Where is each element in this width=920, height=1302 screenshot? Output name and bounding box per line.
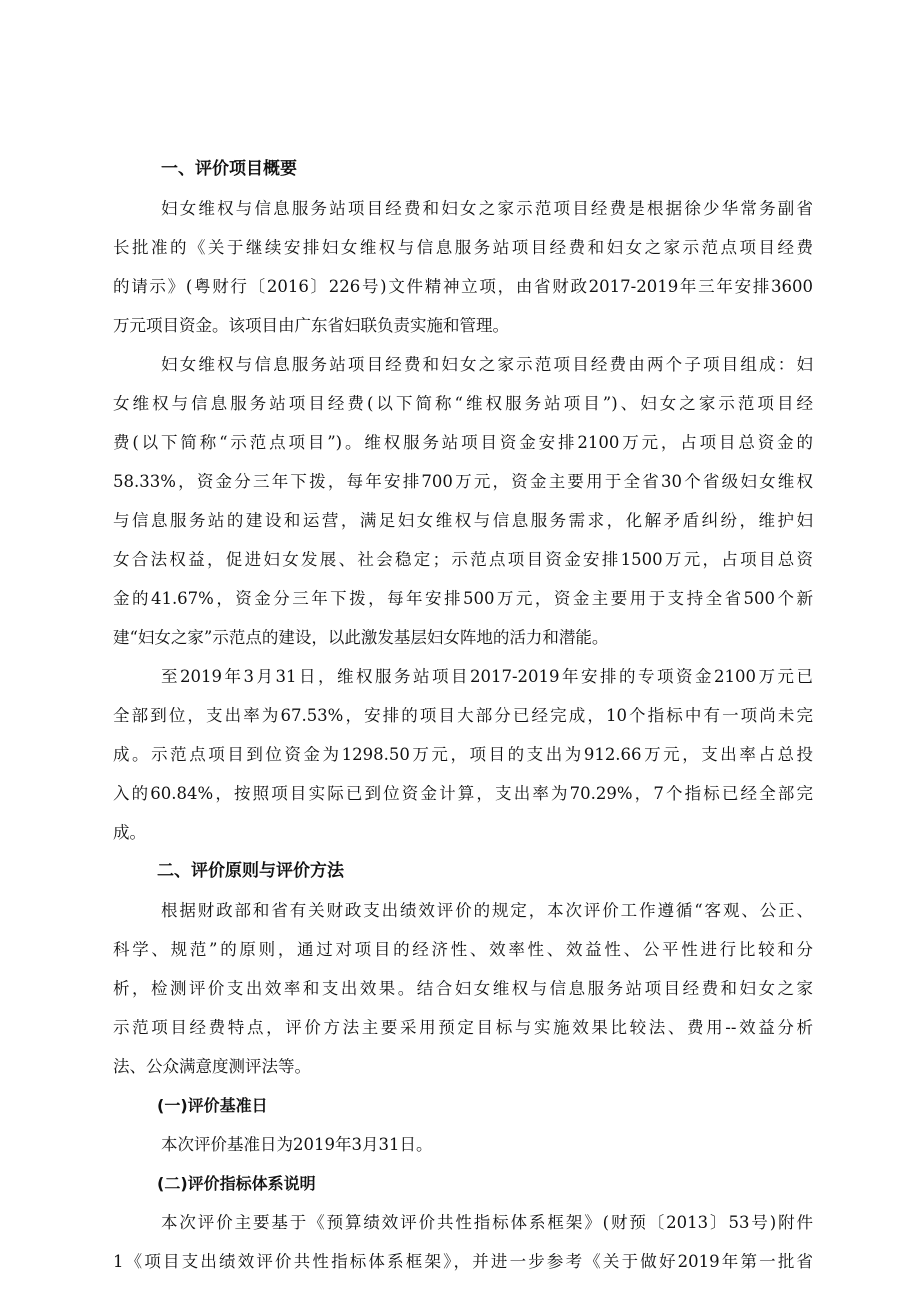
text-line: 至2019年3月31日，维权服务站项目2017-2019年安排的专项资金2100万元已	[161, 667, 813, 686]
paragraph-evaluation-method	[113, 891, 813, 1086]
text-line: 的请示》(粤财行〔2016〕226号)文件精神立项，由省财政2017-2019年三年安排3600	[113, 277, 813, 296]
section-heading-principles: 二、评价原则与评价方法	[157, 861, 344, 881]
text-line: 与信息服务站的建设和运营，满足妇女维权与信息服务需求，化解矛盾纠纷，维护妇	[113, 511, 813, 530]
text-line: 本次评价主要基于《预算绩效评价共性指标体系框架》(财预〔2013〕53号)附件	[161, 1213, 813, 1232]
text-line: 女合法权益，促进妇女发展、社会稳定；示范点项目资金安排1500万元，占项目总资	[113, 550, 813, 569]
text-line: 示范项目经费特点，评价方法主要采用预定目标与实施效果比较法、费用--效益分析	[113, 1018, 813, 1037]
paragraph-base-date	[113, 1125, 813, 1164]
text-line: 科学、规范”的原则，通过对项目的经济性、效率性、效益性、公平性进行比较和分	[113, 940, 813, 959]
text-line: 本次评价基准日为2019年3月31日。	[161, 1135, 433, 1154]
text-line: 建“妇女之家”示范点的建设，以此激发基层妇女阵地的活力和潜能。	[113, 628, 609, 647]
text-line: 万元项目资金。该项目由广东省妇联负责实施和管理。	[113, 316, 509, 335]
text-line: 入的60.84%，按照项目实际已到位资金计算，支出率为70.29%，7个指标已经全部完	[113, 784, 813, 803]
text-line: 58.33%，资金分三年下拨，每年安排700万元，资金主要用于全省30个省级妇女维权	[113, 472, 813, 491]
text-line: 法、公众满意度测评法等。	[113, 1057, 311, 1076]
text-line: 成。	[113, 823, 146, 842]
subsection-heading-base-date: (一)评价基准日	[157, 1096, 268, 1115]
text-line: 1《项目支出绩效评价共性指标体系框架》，并进一步参考《关于做好2019年第一批省	[113, 1252, 813, 1271]
document-page	[113, 150, 813, 1281]
paragraph-indicator-system	[113, 1203, 813, 1281]
text-line: 妇女维权与信息服务站项目经费和妇女之家示范项目经费是根据徐少华常务副省	[161, 199, 813, 218]
paragraph-sub-projects	[113, 345, 813, 657]
text-line: 成。示范点项目到位资金为1298.50万元，项目的支出为912.66万元，支出率占总投	[113, 745, 813, 764]
paragraph-funding-status	[113, 657, 813, 852]
text-line: 费(以下简称“示范点项目”)。维权服务站项目资金安排2100万元，占项目总资金的	[113, 433, 813, 452]
text-line: 根据财政部和省有关财政支出绩效评价的规定，本次评价工作遵循“客观、公正、	[161, 901, 813, 920]
text-line: 妇女维权与信息服务站项目经费和妇女之家示范项目经费由两个子项目组成：妇	[161, 355, 813, 374]
section-heading-overview: 一、评价项目概要	[161, 159, 297, 179]
text-line: 长批准的《关于继续安排妇女维权与信息服务站项目经费和妇女之家示范点项目经费	[113, 238, 813, 257]
text-line: 析，检测评价支出效率和支出效果。结合妇女维权与信息服务站项目经费和妇女之家	[113, 979, 813, 998]
paragraph-project-basis	[113, 189, 813, 345]
text-line: 金的41.67%，资金分三年下拨，每年安排500万元，资金主要用于支持全省500个新	[113, 589, 813, 608]
subsection-heading-indicator-system: (二)评价指标体系说明	[157, 1174, 316, 1193]
text-line: 全部到位，支出率为67.53%，安排的项目大部分已经完成，10个指标中有一项尚未完	[113, 706, 813, 725]
text-line: 女维权与信息服务站项目经费(以下简称“维权服务站项目”)、妇女之家示范项目经	[113, 394, 813, 413]
